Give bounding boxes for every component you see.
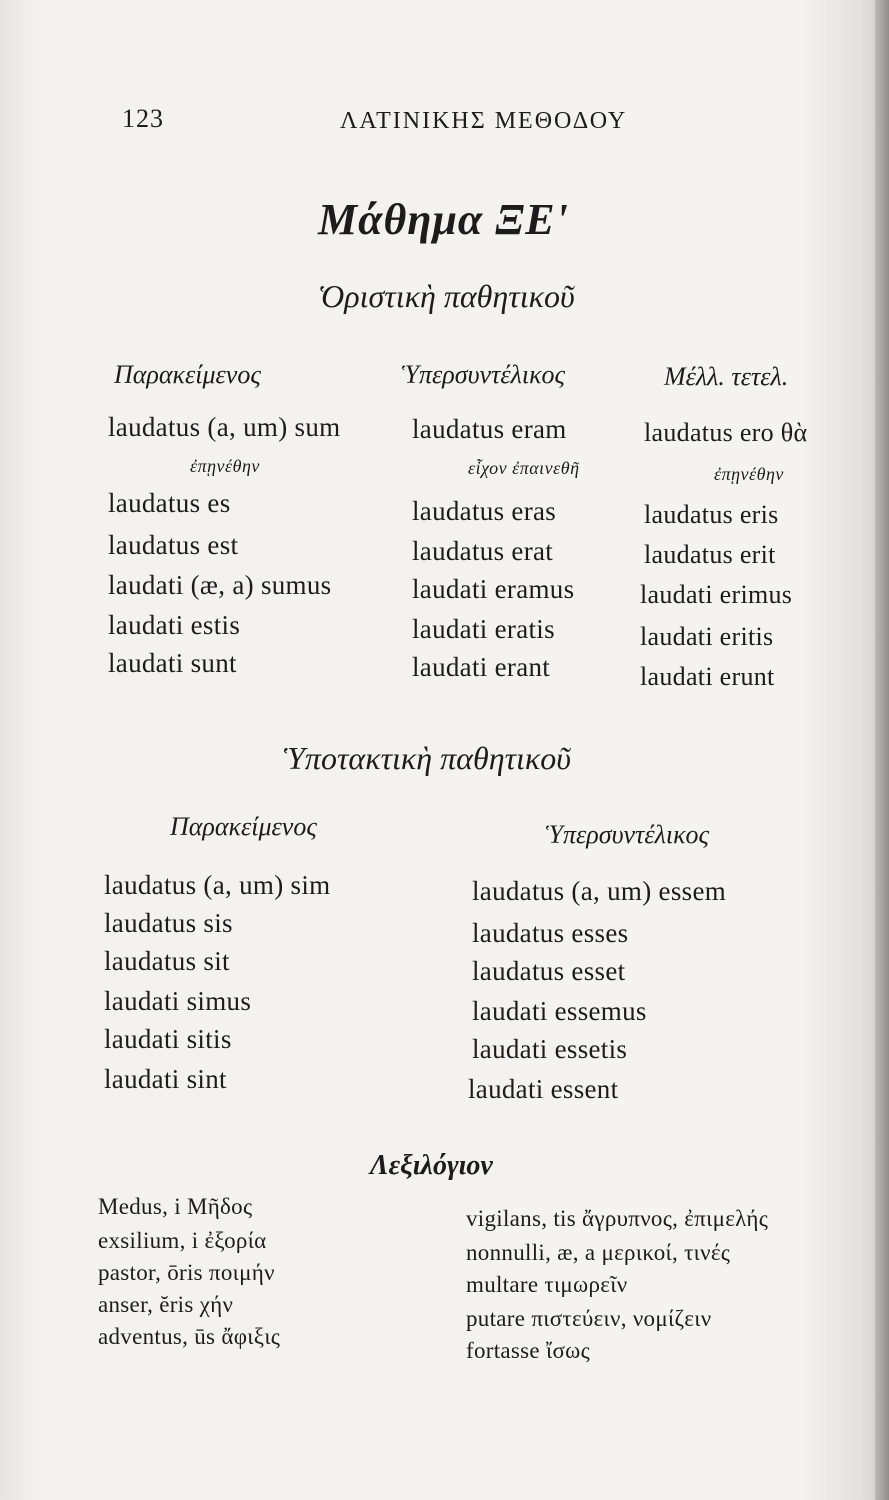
subjunctive-form: laudatus (a, um) essem: [472, 876, 727, 906]
indicative-col2-header: Ὑπερσυντέλικος: [402, 360, 566, 389]
subjunctive-col2-header: Ὑπερσυντέλικος: [546, 820, 710, 849]
vocab-entry: exsilium, i ἐξορία: [98, 1228, 267, 1253]
subjunctive-form: laudatus sis: [104, 908, 233, 938]
indicative-gloss: ἐπῃνέθην: [190, 456, 260, 476]
indicative-gloss: ἐπῃνέθην: [714, 464, 784, 484]
indicative-form: laudati erimus: [640, 580, 793, 609]
subjunctive-form: laudati essemus: [472, 996, 647, 1026]
indicative-form: laudatus eras: [412, 496, 557, 526]
indicative-form: laudati erant: [412, 652, 551, 682]
indicative-form: laudati eratis: [412, 614, 555, 644]
subjunctive-form: laudatus esses: [472, 918, 629, 948]
indicative-form: laudati estis: [108, 610, 241, 640]
subjunctive-form: laudati simus: [104, 986, 252, 1016]
indicative-form: laudatus eram: [412, 414, 567, 444]
vocab-entry: fortasse ἴσως: [466, 1338, 591, 1363]
indicative-gloss: εἶχον ἐπαινεθῆ: [468, 458, 580, 478]
lesson-title: Μάθημα ΞΕ': [318, 195, 569, 244]
vocab-entry: putare πιστεύειν, νομίζειν: [466, 1306, 712, 1331]
vocab-entry: Medus, i Μῆδος: [98, 1194, 253, 1219]
page-edge-shadow: [875, 0, 889, 1500]
indicative-form: laudati eramus: [412, 574, 575, 604]
indicative-form: laudatus eris: [644, 500, 779, 529]
indicative-form: laudatus est: [108, 530, 239, 560]
subjunctive-form: laudati essetis: [472, 1034, 628, 1064]
vocab-entry: multare τιμωρεῖν: [466, 1272, 628, 1297]
subjunctive-heading: Ὑποτακτικὴ παθητικοῦ: [284, 740, 571, 776]
indicative-form: laudatus (a, um) sum: [108, 412, 341, 442]
running-title: ΛΑΤΙΝΙΚΗΣ ΜΕΘΟΔΟΥ: [340, 108, 628, 134]
indicative-form: laudati erunt: [640, 662, 775, 691]
subjunctive-form: laudatus esset: [472, 956, 626, 986]
lexicon-heading: Λεξιλόγιον: [370, 1150, 493, 1181]
subjunctive-form: laudatus (a, um) sim: [104, 870, 331, 900]
indicative-form: laudati eritis: [640, 622, 774, 651]
indicative-form: laudatus ero θὰ: [644, 418, 808, 447]
subjunctive-form: laudatus sit: [104, 946, 230, 976]
indicative-form: laudati (æ, a) sumus: [108, 570, 332, 600]
subjunctive-form: laudati sitis: [104, 1024, 232, 1054]
indicative-form: laudatus erat: [412, 536, 554, 566]
indicative-form: laudatus es: [108, 488, 231, 518]
vocab-entry: anser, ĕris χήν: [98, 1292, 234, 1317]
indicative-col3-header: Μέλλ. τετελ.: [664, 362, 789, 391]
page-number: 123: [122, 104, 164, 133]
vocab-entry: nonnulli, æ, a μερικοί, τινές: [466, 1240, 731, 1265]
indicative-col1-header: Παρακείμενος: [114, 360, 261, 389]
vocab-entry: vigilans, tis ἄγρυπνος, ἐπιμελής: [466, 1206, 769, 1231]
subjunctive-form: laudati essent: [468, 1074, 619, 1104]
indicative-form: laudatus erit: [644, 540, 776, 569]
vocab-entry: adventus, ūs ἄφιξις: [98, 1324, 281, 1349]
indicative-form: laudati sunt: [108, 648, 237, 678]
vocab-entry: pastor, ōris ποιμήν: [98, 1260, 275, 1285]
subjunctive-form: laudati sint: [104, 1064, 227, 1094]
indicative-heading: Ὁριστικὴ παθητικοῦ: [318, 278, 575, 314]
subjunctive-col1-header: Παρακείμενος: [170, 812, 317, 841]
